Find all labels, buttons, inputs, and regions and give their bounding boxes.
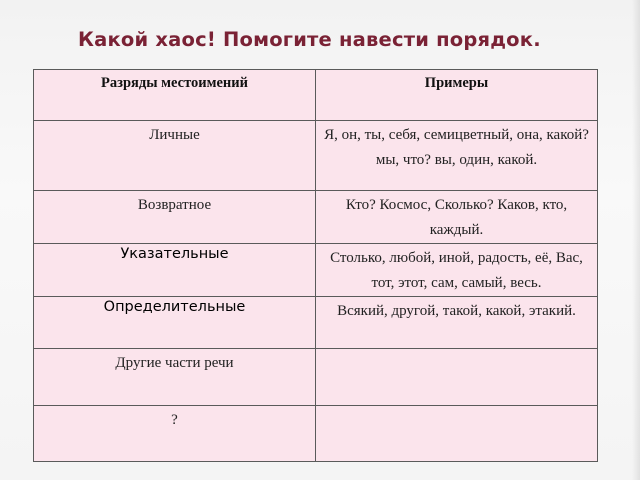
category-cell: Возвратное bbox=[34, 191, 316, 244]
category-cell: Личные bbox=[34, 121, 316, 191]
table-row bbox=[34, 191, 598, 244]
examples-cell: Кто? Космос, Сколько? Каков, кто, каждый. bbox=[316, 191, 598, 244]
page-title: Какой хаос! Помогите навести порядок. bbox=[78, 28, 541, 51]
examples-cell bbox=[316, 349, 598, 406]
table-row bbox=[34, 297, 598, 349]
table-header-row bbox=[34, 70, 598, 121]
slide-edge-shadow bbox=[632, 0, 640, 480]
examples-cell: Столько, любой, иной, радость, её, Вас, тот, этот, сам, самый, весь. bbox=[316, 244, 598, 297]
category-cell: Определительные bbox=[34, 297, 316, 349]
category-cell: Другие части речи bbox=[34, 349, 316, 406]
pronoun-table bbox=[33, 69, 598, 462]
examples-cell: Всякий, другой, такой, какой, этакий. bbox=[316, 297, 598, 349]
table-row bbox=[34, 349, 598, 406]
category-cell: ? bbox=[34, 406, 316, 462]
table-row bbox=[34, 244, 598, 297]
examples-cell bbox=[316, 406, 598, 462]
header-examples: Примеры bbox=[316, 70, 598, 121]
header-pronoun-categories: Разряды местоимений bbox=[34, 70, 316, 121]
table-row bbox=[34, 406, 598, 462]
examples-cell: Я, он, ты, себя, семицветный, она, какой? мы, что? вы, один, какой. bbox=[316, 121, 598, 191]
table-row bbox=[34, 121, 598, 191]
category-cell: Указательные bbox=[34, 244, 316, 297]
